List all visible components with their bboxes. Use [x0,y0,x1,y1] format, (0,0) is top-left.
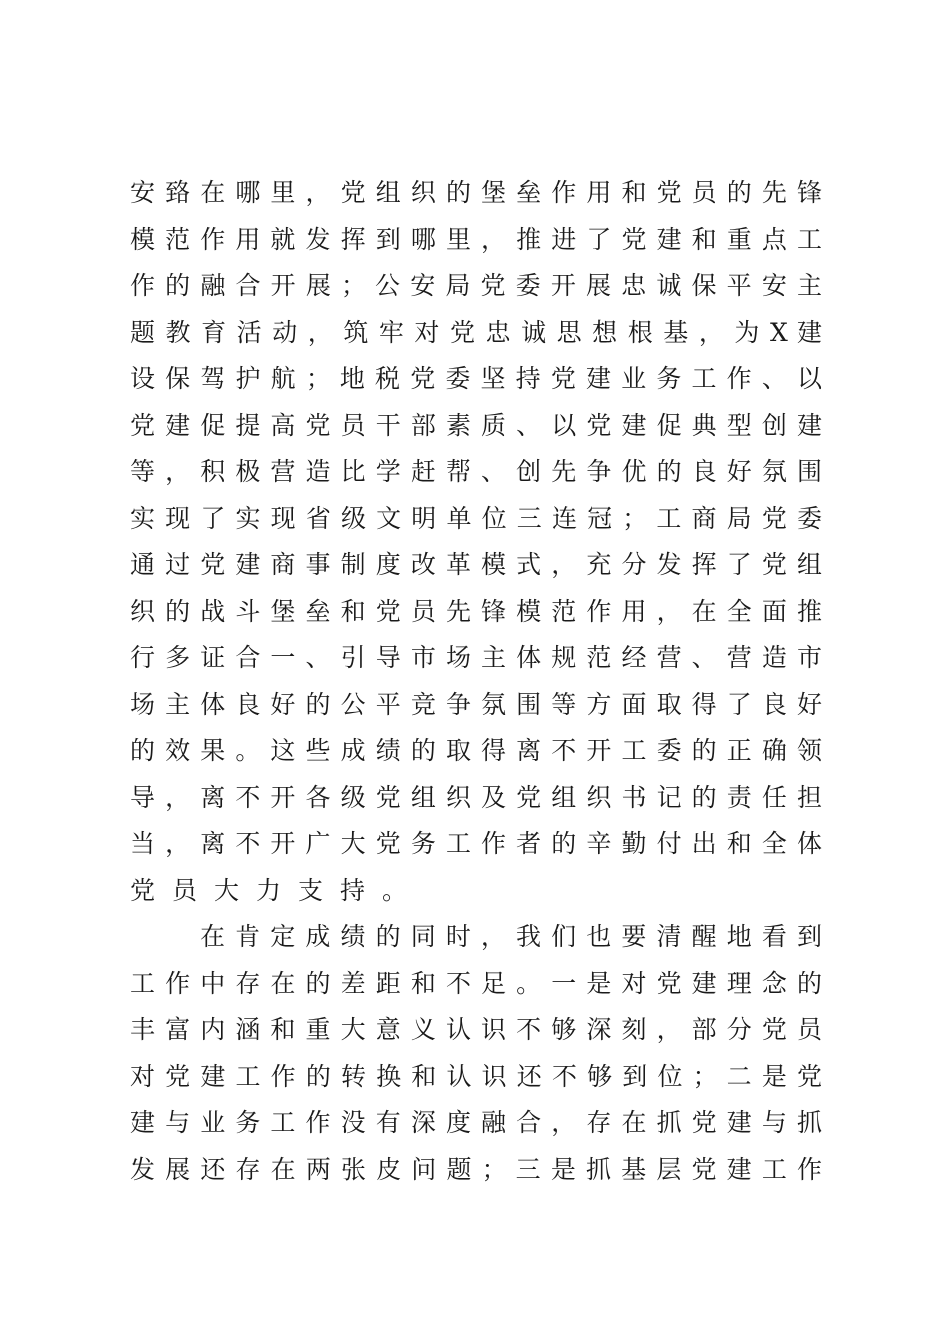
text-line: 实 现 了 实 现 省 级 文 明 单 位 三 连 冠 ； 工 商 局 党 委 [130,503,822,533]
text-line: 安 臵 在 哪 里 ， 党 组 织 的 堡 垒 作 用 和 党 员 的 先 锋 [130,178,822,207]
text-line: 工 作 中 存 在 的 差 距 和 不 足 。 一 是 对 党 建 理 念 的 [130,968,822,998]
body-text [130,170,822,1193]
text-line: 行 多 证 合 一 、 引 导 市 场 主 体 规 范 经 营 、 营 造 市 [130,643,822,672]
text-line: 导 ， 离 不 开 各 级 党 组 织 及 党 组 织 书 记 的 责 任 担 [130,782,822,812]
paragraph-start-line: 在 肯 定 成 绩 的 同 时 ， 我 们 也 要 清 醒 地 看 到 [200,922,822,951]
text-line: 场 主 体 良 好 的 公 平 竞 争 氛 围 等 方 面 取 得 了 良 好 [130,689,822,719]
text-line: 题 教 育 活 动 ， 筑 牢 对 党 忠 诚 思 想 根 基 ， 为 X 建 [130,317,822,347]
text-line: 发 展 还 存 在 两 张 皮 问 题 ； 三 是 抓 基 层 党 建 工 作 [130,1154,822,1184]
text-line: 党 建 促 提 高 党 员 干 部 素 质 、 以 党 建 促 典 型 创 建 [130,410,822,440]
text-line: 织 的 战 斗 堡 垒 和 党 员 先 锋 模 范 作 用 ， 在 全 面 推 [130,596,822,626]
text-line: 作 的 融 合 开 展 ； 公 安 局 党 委 开 展 忠 诚 保 平 安 主 [130,271,822,300]
text-line: 丰 富 内 涵 和 重 大 意 义 认 识 不 够 深 刻 ， 部 分 党 员 [130,1015,822,1044]
text-line: 的 效 果 。 这 些 成 绩 的 取 得 离 不 开 工 委 的 正 确 领 [130,736,822,765]
text-line: 通 过 党 建 商 事 制 度 改 革 模 式 ， 充 分 发 挥 了 党 组 [130,550,822,579]
text-line: 模 范 作 用 就 发 挥 到 哪 里 ， 推 进 了 党 建 和 重 点 工 [130,224,822,254]
text-line: 对 党 建 工 作 的 转 换 和 认 识 还 不 够 到 位 ； 二 是 党 [130,1061,822,1091]
paragraph-end-line: 党员大力支持。 [130,875,425,905]
text-line: 建 与 业 务 工 作 没 有 深 度 融 合 ， 存 在 抓 党 建 与 抓 [130,1108,822,1137]
text-line: 当 ， 离 不 开 广 大 党 务 工 作 者 的 辛 勤 付 出 和 全 体 [130,829,822,858]
text-line: 等 ， 积 极 营 造 比 学 赶 帮 、 创 先 争 优 的 良 好 氛 围 [130,457,822,486]
text-line: 设 保 驾 护 航 ； 地 税 党 委 坚 持 党 建 业 务 工 作 、 以 [130,364,822,393]
